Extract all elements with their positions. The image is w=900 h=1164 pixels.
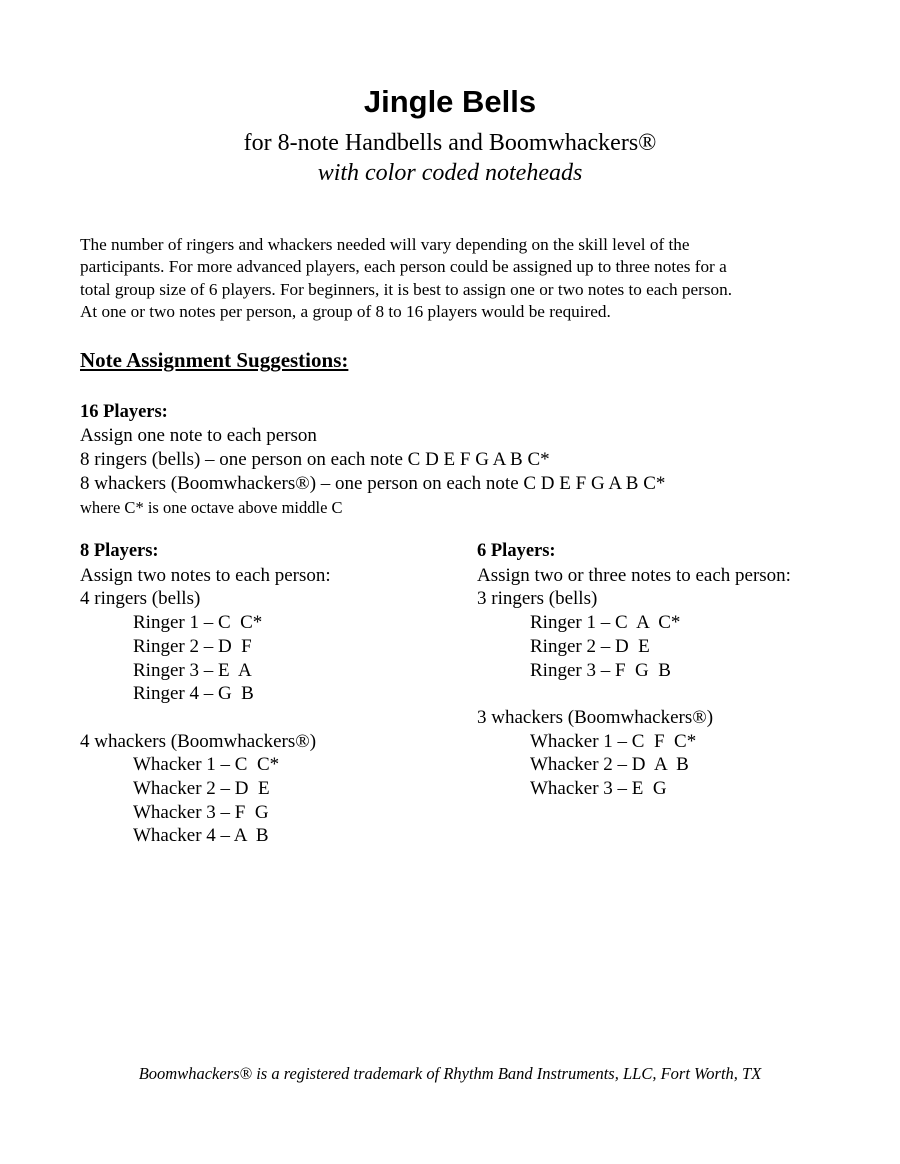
players-8-assign: Assign two notes to each person: <box>80 564 331 586</box>
players-6-header: 6 Players: <box>477 541 556 561</box>
whacker-assignment: Whacker 2 – D E <box>133 778 270 800</box>
trademark-footer: Boomwhackers® is a registered trademark of Rhythm Band Instruments, LLC, Fort Worth, TX <box>138 1064 762 1083</box>
players-8-header: 8 Players: <box>80 541 159 561</box>
ringer-assignment: Ringer 3 – E A <box>133 659 252 681</box>
players-16-section <box>80 400 665 520</box>
players-6-assign: Assign two or three notes to each person: <box>477 564 791 586</box>
intro-line: total group size of 6 players. For beginners, it is best to assign one or two notes to each person. <box>80 279 733 299</box>
section-heading: Note Assignment Suggestions: <box>80 348 349 372</box>
ringer-assignment: Ringer 1 – C C* <box>133 612 263 634</box>
players-16-note: where C* is one octave above middle C <box>80 498 343 517</box>
ringer-assignment: Ringer 2 – D F <box>133 635 252 657</box>
whacker-assignment: Whacker 1 – C F C* <box>530 730 697 752</box>
players-6-ringers-label: 3 ringers (bells) <box>477 588 598 610</box>
players-16-header: 16 Players: <box>80 402 168 422</box>
subtitle-italic: with color coded noteheads <box>317 160 583 186</box>
intro-line: participants. For more advanced players, each person could be assigned up to three notes for a <box>80 257 727 277</box>
intro-line: At one or two notes per person, a group of 8 to 16 players would be required. <box>80 301 611 321</box>
ringer-assignment: Ringer 3 – F G B <box>530 659 671 681</box>
intro-line: The number of ringers and whackers needed will vary depending on the skill level of the <box>80 235 690 254</box>
players-8-ringers-label: 4 ringers (bells) <box>80 588 201 610</box>
whacker-assignment: Whacker 4 – A B <box>133 825 269 847</box>
whacker-assignment: Whacker 3 – F G <box>133 801 269 823</box>
players-6-section <box>477 540 791 801</box>
whacker-assignment: Whacker 3 – E G <box>530 778 667 800</box>
page-title: Jingle Bells <box>363 84 537 119</box>
players-16-line: 8 whackers (Boomwhackers®) – one person on each note C D E F G A B C* <box>80 473 666 494</box>
players-16-line: 8 ringers (bells) – one person on each note C D E F G A B C* <box>80 449 550 470</box>
players-8-whackers-label: 4 whackers (Boomwhackers®) <box>80 730 317 752</box>
subtitle: for 8-note Handbells and Boomwhackers® <box>243 130 657 156</box>
ringer-assignment: Ringer 2 – D E <box>530 635 650 657</box>
ringer-assignment: Ringer 1 – C A C* <box>530 612 681 634</box>
whacker-assignment: Whacker 2 – D A B <box>530 754 689 776</box>
players-16-line: Assign one note to each person <box>80 425 317 446</box>
players-8-section <box>80 540 331 848</box>
whacker-assignment: Whacker 1 – C C* <box>133 754 280 776</box>
intro-paragraph <box>80 234 830 323</box>
players-6-whackers-label: 3 whackers (Boomwhackers®) <box>477 706 714 728</box>
ringer-assignment: Ringer 4 – G B <box>133 683 254 705</box>
